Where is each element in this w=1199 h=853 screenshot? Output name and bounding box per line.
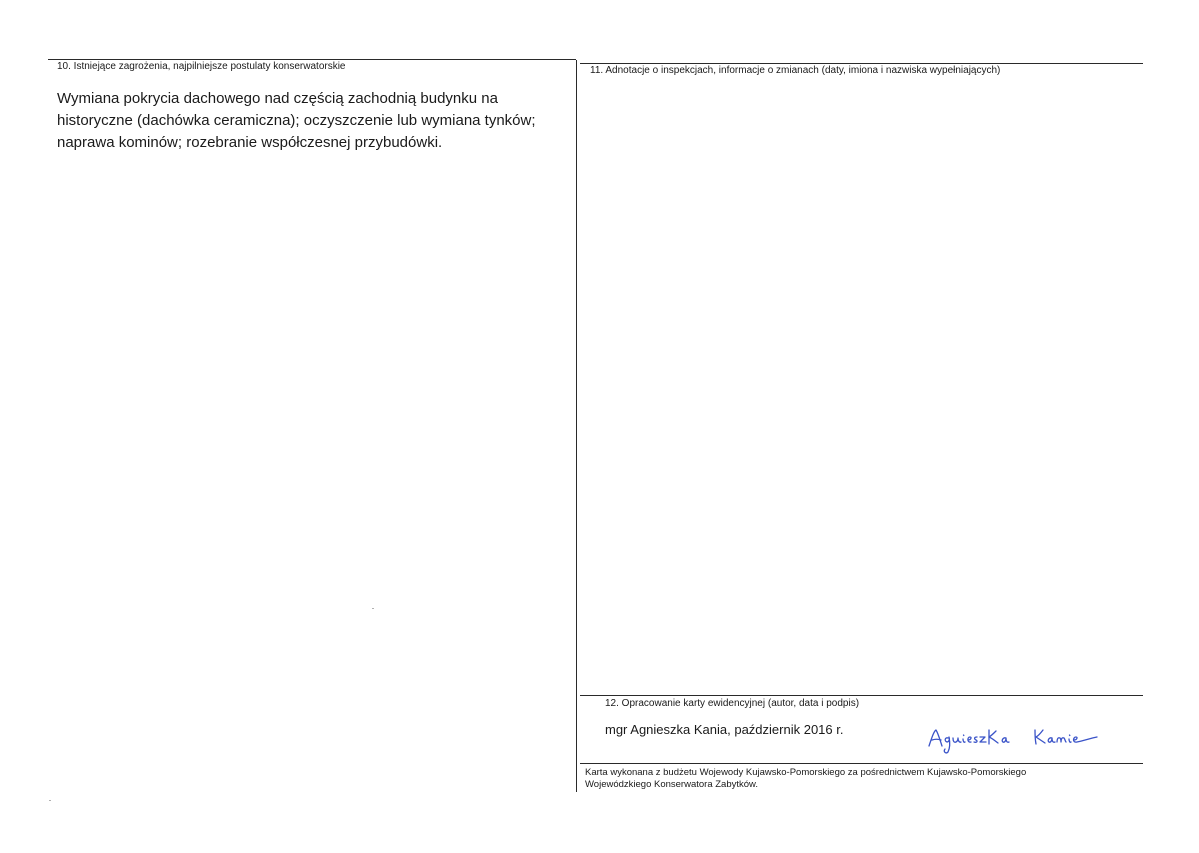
signature-image — [925, 724, 1105, 756]
section-10-heading: 10. Istniejące zagrożenia, najpilniejsze postulaty konserwatorskie — [57, 61, 346, 72]
top-rule-right — [580, 63, 1143, 64]
scan-speck — [372, 608, 374, 609]
section-10-text: Wymiana pokrycia dachowego nad częścią zachodnią budynku na historyczne (dachówka ceramiczna); oczyszczenie lub wymiana tynków; naprawa kominów; rozebranie współczesnej przybudówki. — [57, 90, 536, 151]
scan-speck — [49, 800, 51, 801]
section-12-heading: 12. Opracowanie karty ewidencyjnej (autor, data i podpis) — [605, 698, 860, 709]
section-12-rule — [580, 695, 1143, 696]
column-divider — [576, 60, 577, 792]
funding-note-line-1: Karta wykonana z budżetu Wojewody Kujawsko-Pomorskiego za pośrednictwem Kujawsko-Pomorskiego — [585, 767, 1027, 778]
author-date: mgr Agnieszka Kania, październik 2016 r. — [605, 722, 844, 737]
funding-note — [585, 767, 1145, 791]
top-rule-left — [48, 59, 576, 60]
funding-note-line-2: Wojewódzkiego Konserwatora Zabytków. — [585, 779, 759, 790]
footer-rule — [580, 763, 1143, 764]
section-11-heading: 11. Adnotacje o inspekcjach, informacje o zmianach (daty, imiona i nazwiska wypełniających) — [590, 65, 1001, 76]
